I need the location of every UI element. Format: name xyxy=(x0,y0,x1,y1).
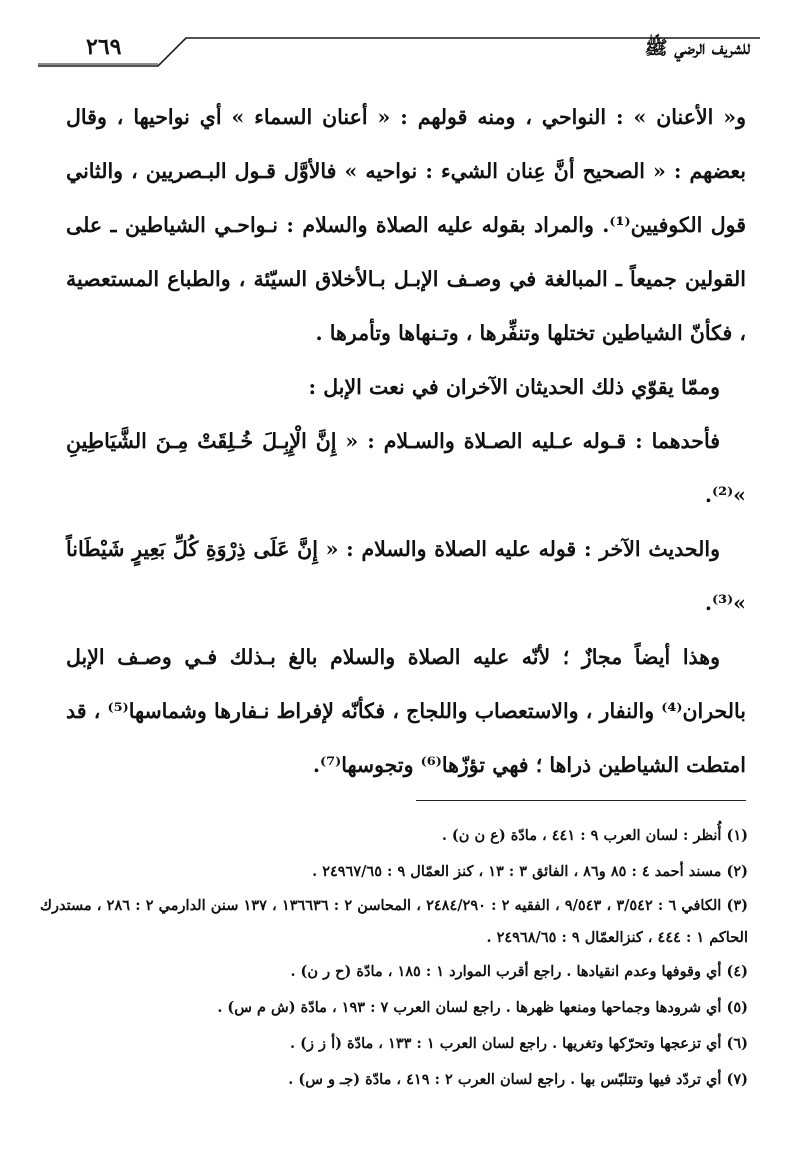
footnote-1: (١) أُنظر : لسان العرب ٩ : ٤٤١ ، مادّة (ع ن ن) . xyxy=(441,827,748,844)
main-text xyxy=(66,90,746,792)
footnote-separator xyxy=(416,800,746,801)
paragraph-2: وممّا يقوّي ذلك الحديثان الآخران في نعت الإبل : xyxy=(308,375,720,399)
running-title: للشريف الرضي ﷺ xyxy=(644,37,750,59)
footnote-5: (٥) أي شرودها وجماحها ومنعها ظهرها . راجع لسان العرب ٧ : ١٩٣ ، مادّة (ش م س) . xyxy=(217,999,748,1016)
footnote-2: (٢) مسند أحمد ٤ : ٨٥ و٨٦ ، الفائق ٣ : ١٣ ، كنز العمّال ٩ : ٢٤٩٦٧/٦٥ . xyxy=(312,863,748,880)
footnote-4: (٤) أي وقوفها وعدم انقيادها . راجع أقرب الموارد ١ : ١٨٥ ، مادّة (ح ر ن) . xyxy=(290,963,748,980)
footnote-3: (٣) الكافي ٦ : ٣/٥٤٢ ، ٩/٥٤٣ ، الفقيه ٢ : ٢٤٨٤/٢٩٠ ، المحاسن ٢ : ١٣٦٦٣٦ ، ١٣٧ سنن الدارمي ٢ : ٢٨٦ ، مستدرك الحاكم ١ : ٤٤٤ ، كنزالعمّال ٩ : ٢٤٩٦٨/٦٥ . xyxy=(40,897,749,946)
lead-word: فأحدهما : xyxy=(635,429,720,453)
paragraph-3-text: قـوله عـليه الصـلاة والسـلام : « إِنَّ الْإِبِـلَ خُـلِقَتْ مِـنَ الشَّيَاطِينِ »⁽²⁾. xyxy=(66,429,746,507)
paragraph-3 xyxy=(66,414,746,522)
paragraph-5: وهذا أيضاً مجازٌ ؛ لأنّه عليه الصلاة والسلام بالغ بـذلك فـي وصـف الإبل بالحران⁽⁴⁾ والنفار ، والاستعصاب واللجاج ، فكأنّه لإفراط نـفارها وشماسها⁽⁵⁾ ، قد امتطت الشياطين ذراها ؛ فهي تؤزّها⁽⁶⁾ وتجوسها⁽⁷⁾. xyxy=(66,645,746,777)
paragraph-1: و« الأعنان » : النواحي ، ومنه قولهم : « أعنان السماء » أي نواحيها ، وقال بعضهم : « الصحيح أنَّ عِنان الشيء : نواحيه » فالأوَّل قـول البـصريين ، والثاني قول الكوفيين⁽¹⁾. والمراد بقوله عليه الصلاة والسلام : نـواحـي الشياطين ـ على القولين جميعاً ـ المبالغة في وصـف الإبـل بـالأخلاق السيّئة ، والطباع المستعصية ، فكأنّ الشياطين تختلها وتنفِّرها ، وتـنهاها وتأمرها . xyxy=(66,105,746,345)
page-number: ٢٦٩ xyxy=(86,34,122,60)
footnotes xyxy=(40,818,748,1098)
footnote-6: (٦) أي تزعجها وتحرّكها وتغريها . راجع لسان العرب ١ : ١٣٣ ، مادّة (أ ز ز) . xyxy=(290,1035,748,1052)
footnote-7: (٧) أي تردّد فيها وتتلبّس بها . راجع لسان العرب ٢ : ٤١٩ ، مادّة (جـ و س) . xyxy=(288,1071,748,1088)
paragraph-4: والحديث الآخر : قوله عليه الصلاة والسلام : « إِنَّ عَلَى ذِرْوَةِ كُلِّ بَعِيرٍ شَيْطَاناً »⁽³⁾. xyxy=(66,537,746,615)
running-header xyxy=(0,0,812,80)
